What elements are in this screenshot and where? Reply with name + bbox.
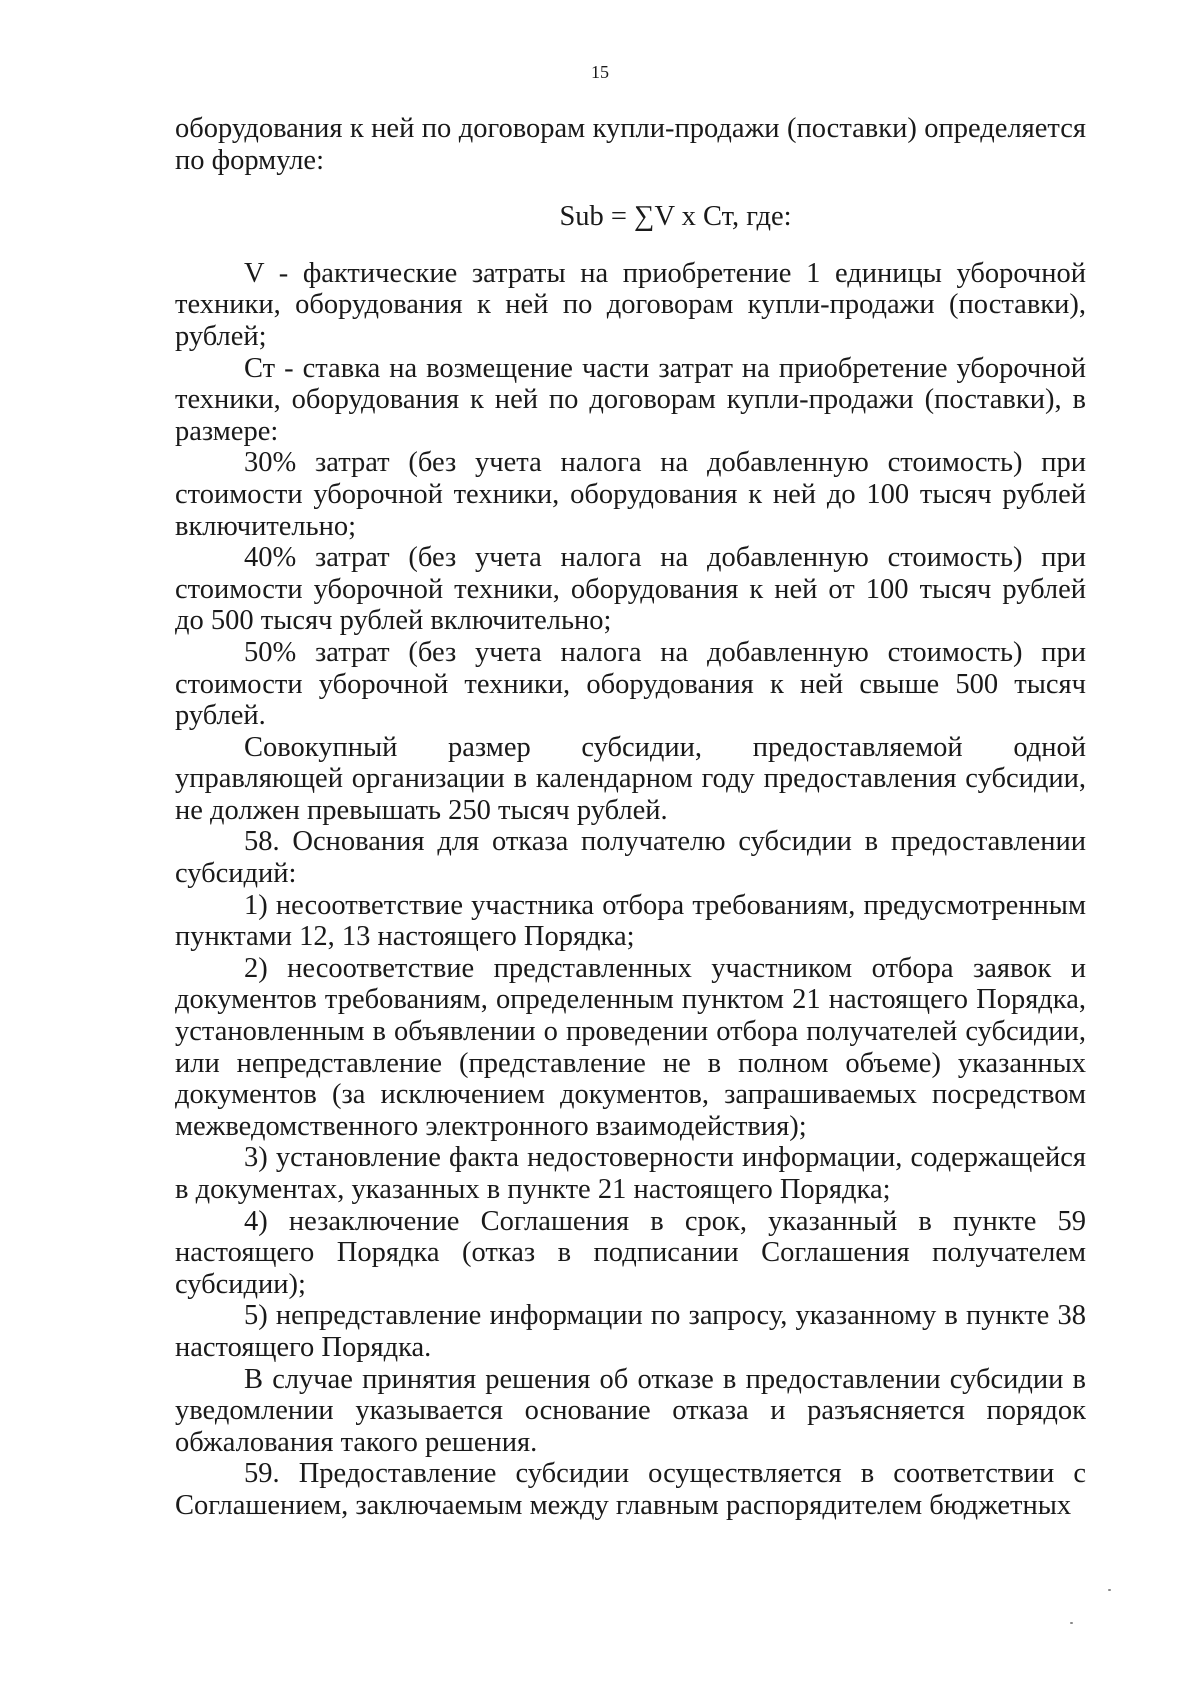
paragraph-rate-30: 30% затрат (без учета налога на добавленную стоимость) при стоимости уборочной техники, оборудования к ней до 100 тысяч рублей включительно;: [175, 447, 1086, 542]
paragraph-total-limit: Совокупный размер субсидии, предоставляемой одной управляющей организации в календарном году предоставления субсидии, не должен превышать 250 тысяч рублей.: [175, 731, 1086, 826]
paragraph-rate-40: 40% затрат (без учета налога на добавленную стоимость) при стоимости уборочной техники, оборудования к ней от 100 тысяч рублей до 500 тысяч рублей включительно;: [175, 542, 1086, 637]
paragraph-refusal-notice: В случае принятия решения об отказе в предоставлении субсидии в уведомлении указывается основание отказа и разъясняется порядок обжалования такого решения.: [175, 1363, 1086, 1458]
paragraph-v-definition: V - фактические затраты на приобретение 1 единицы уборочной техники, оборудования к ней по договорам купли-продажи (поставки), рублей;: [175, 257, 1086, 352]
paragraph-59: 59. Предоставление субсидии осуществляется в соответствии с Соглашением, заключаемым между главным распорядителем бюджетных: [175, 1458, 1086, 1521]
paragraph-58: 58. Основания для отказа получателю субсидии в предоставлении субсидий:: [175, 826, 1086, 890]
paragraph-rate-definition: Ст - ставка на возмещение части затрат на приобретение уборочной техники, оборудования к ней по договорам купли-продажи (поставки), в размере:: [175, 352, 1086, 447]
list-item-1: 1) несоответствие участника отбора требованиям, предусмотренным пунктами 12, 13 настоящего Порядка;: [175, 889, 1086, 953]
scan-speck: [1108, 1589, 1111, 1591]
list-item-4: 4) незаключение Соглашения в срок, указанный в пункте 59 настоящего Порядка (отказ в подписании Соглашения получателем субсидии);: [175, 1205, 1086, 1300]
page-number: 15: [591, 62, 609, 82]
paragraph-continuation: оборудования к ней по договорам купли-продажи (поставки) определяется по формуле:: [175, 113, 1086, 176]
list-item-2: 2) несоответствие представленных участником отбора заявок и документов требованиям, определенным пунктом 21 настоящего Порядка, установленным в объявлении о проведении отбора получателей субсидии, или непредставление (представление не в полном объеме) указанных документов (за исключением документов, запрашиваемых посредством межведомственного электронного взаимодействия);: [175, 952, 1086, 1142]
paragraph-rate-50: 50% затрат (без учета налога на добавленную стоимость) при стоимости уборочной техники, оборудования к ней свыше 500 тысяч рублей.: [175, 636, 1086, 732]
list-item-5: 5) непредставление информации по запросу, указанному в пункте 38 настоящего Порядка.: [175, 1300, 1086, 1363]
document-body: [175, 113, 1086, 1522]
list-item-3: 3) установление факта недостоверности информации, содержащейся в документах, указанных в пункте 21 настоящего Порядка;: [175, 1142, 1086, 1205]
formula: Sub = ∑V x Ст, где:: [559, 201, 792, 233]
scan-speck: [1070, 1622, 1073, 1624]
